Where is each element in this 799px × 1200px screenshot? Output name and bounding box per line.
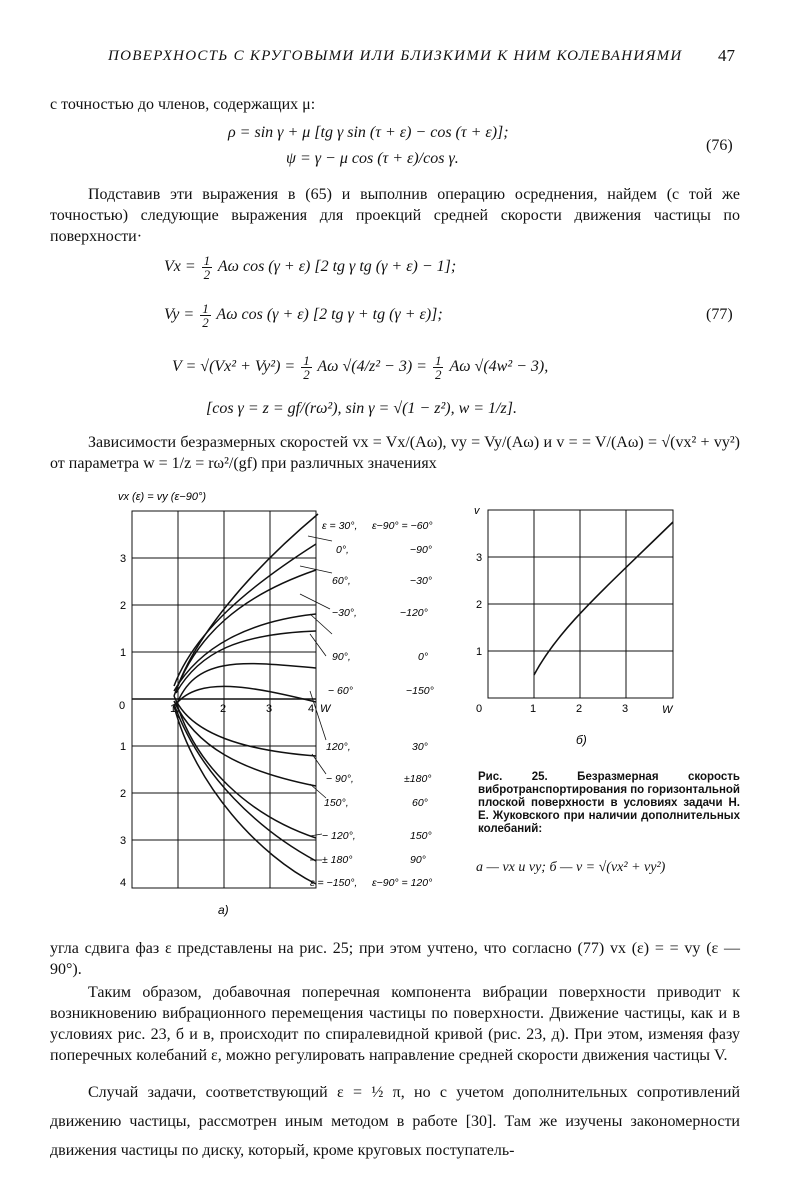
curve-eps-0 bbox=[174, 544, 316, 686]
curve-label-eps90: 90° bbox=[410, 854, 426, 866]
eq77-number: (77) bbox=[706, 306, 733, 323]
right-chart-ticks bbox=[476, 552, 674, 716]
left-chart-grid bbox=[132, 511, 316, 888]
eq77-vx-lhs: Vx = bbox=[164, 258, 196, 276]
paragraph-3: угла сдвига фаз ε представлены на рис. 25; при этом учтено, что согласно (77) vx (ε) = = vy (ε — 90°). bbox=[50, 940, 740, 978]
curve-label-eps: 60°, bbox=[332, 575, 351, 587]
eq77-v-part-b: Aω √(4/z² − 3) = bbox=[317, 358, 427, 376]
right-xaxis-label: W bbox=[662, 704, 673, 716]
left-ytick: 3 bbox=[120, 835, 127, 847]
curve-label-eps: ε = 30°, bbox=[322, 520, 358, 532]
paragraph-2: Зависимости безразмерных скоростей vx = Vx/(Aω), vy = Vy/(Aω) и v = = V/(Aω) = √(vx² + vy²) от параметра w = 1/z = rω²/(gf) при различных значениях bbox=[50, 434, 740, 472]
fraction-den: 2 bbox=[202, 315, 209, 330]
left-ytick: 4 bbox=[120, 877, 127, 889]
curve-label-eps90: −120° bbox=[400, 607, 428, 619]
curve-label-eps: − 120°, bbox=[322, 830, 356, 842]
eq77-v-part-a: V = √(Vx² + Vy²) = bbox=[172, 358, 296, 376]
paragraph-4: Таким образом, добавочная поперечная компонента вибрации поверхности приводит к возникновению вибрационного перемещения частицы по поверхности. Движение частицы, как и в условиях рис. 23, б и в, происходит по спиралевидной кривой (рис. 23, д). При этом, изменяя фазу поперечных колебаний ε, можно регулировать направление средней скорости движения частицы V. bbox=[50, 984, 740, 1064]
left-ytick: 2 bbox=[120, 788, 127, 800]
right-ytick: 1 bbox=[476, 646, 483, 658]
eq76-line1: ρ = sin γ + μ [tg γ sin (τ + ε) − cos (τ + ε)]; bbox=[228, 124, 509, 141]
curve-eps-m120 bbox=[176, 701, 316, 838]
fraction-num: 1 bbox=[434, 353, 442, 368]
curve-label-eps: − 60° bbox=[328, 685, 353, 697]
curve-label-eps90: 30° bbox=[412, 741, 428, 753]
fraction-half bbox=[301, 354, 312, 381]
curve-label-eps90: ε−90° = 120° bbox=[372, 877, 433, 889]
left-xtick: 4 bbox=[308, 703, 315, 715]
page-number: 47 bbox=[718, 46, 735, 65]
fraction-den: 2 bbox=[434, 367, 442, 382]
figure-caption-formula: а — vx и vy; б — v = √(vx² + vy²) bbox=[476, 860, 666, 875]
curve-label-eps: 120°, bbox=[326, 741, 351, 753]
fraction-num: 1 bbox=[303, 353, 310, 368]
left-ytick: 3 bbox=[120, 553, 127, 565]
right-chart-curve-v bbox=[534, 522, 673, 675]
right-xtick: 3 bbox=[622, 703, 629, 715]
eq76-line2: ψ = γ − μ cos (τ + ε)/cos γ. bbox=[286, 150, 459, 167]
paragraph-1: Подставив эти выражения в (65) и выполнив операцию осреднения, найдем (с той же точностью) следующие выражения для проекций средней скорости движения частицы по поверхности· bbox=[50, 186, 740, 245]
curve-label-eps90: −150° bbox=[406, 685, 434, 697]
paragraph-5: Случай задачи, соответствующий ε = ½ π, но с учетом дополнительных сопротивлений движению частицы, рассмотрен иным методом в работе [30]. Там же изучены закономерности движения частицы по диску, который, кроме круговых поступатель- bbox=[50, 1084, 740, 1159]
figure-25a-chart bbox=[100, 486, 460, 921]
curve-label-eps90: 60° bbox=[412, 797, 428, 809]
eq77-vy bbox=[164, 302, 443, 329]
right-chart-ylabel: v bbox=[474, 505, 480, 517]
figure-caption: Рис. 25. Безразмерная скорость вибротранспортирования по горизонтальной плоской поверхности в условиях задачи Н. Е. Жуковского при наличии дополнительных колебаний: bbox=[478, 771, 740, 835]
eq77-vx-rhs: Aω cos (γ + ε) [2 tg γ tg (γ + ε) − 1]; bbox=[217, 258, 457, 276]
eq77-v bbox=[172, 354, 548, 381]
right-xtick: 1 bbox=[530, 703, 537, 715]
fraction-half bbox=[202, 254, 213, 281]
left-chart-ticks bbox=[119, 553, 332, 889]
intro-text: с точностью до членов, содержащих μ: bbox=[50, 96, 316, 113]
fraction-half bbox=[200, 302, 211, 329]
fraction-den: 2 bbox=[203, 267, 211, 282]
right-zero-label: 0 bbox=[476, 703, 483, 715]
left-ytick: 1 bbox=[120, 647, 127, 659]
right-xtick: 2 bbox=[576, 703, 583, 715]
eq77-vx bbox=[164, 254, 456, 281]
curve-label-eps: ± 180° bbox=[322, 854, 353, 866]
curve-label-eps: ε = −150°, bbox=[310, 877, 358, 889]
curve-label-eps90: −30° bbox=[410, 575, 433, 587]
curve-eps-120 bbox=[176, 686, 316, 704]
curve-label-eps90: 0° bbox=[418, 651, 429, 663]
right-chart-grid bbox=[488, 510, 673, 698]
running-header: ПОВЕРХНОСТЬ С КРУГОВЫМИ ИЛИ БЛИЗКИМИ К НИМ КОЛЕВАНИЯМИ bbox=[108, 48, 683, 64]
curve-label-eps90: −90° bbox=[410, 544, 433, 556]
left-ytick: 1 bbox=[120, 741, 127, 753]
left-xtick: 1 bbox=[170, 703, 177, 715]
curve-label-eps: 90°, bbox=[332, 651, 351, 663]
fraction-half bbox=[433, 354, 444, 381]
left-chart-ylabel: vx (ε) = vy (ε−90°) bbox=[118, 491, 207, 503]
right-ytick: 3 bbox=[476, 552, 483, 564]
fraction-num: 1 bbox=[203, 253, 211, 268]
figure-b-sublabel: б) bbox=[576, 733, 587, 747]
curve-label-eps90: ±180° bbox=[404, 773, 432, 785]
curve-label-eps90: ε−90° = −60° bbox=[372, 520, 433, 532]
fraction-den: 2 bbox=[303, 367, 310, 382]
eq77-definitions: [cos γ = z = gf/(rω²), sin γ = √(1 − z²), w = 1/z]. bbox=[206, 400, 517, 417]
fraction-num: 1 bbox=[202, 301, 209, 316]
left-ytick: 2 bbox=[120, 600, 127, 612]
eq77-vy-rhs: Aω cos (γ + ε) [2 tg γ + tg (γ + ε)]; bbox=[216, 306, 443, 324]
eq77-v-part-c: Aω √(4w² − 3), bbox=[449, 358, 549, 376]
eq76-number: (76) bbox=[706, 137, 733, 154]
curve-label-eps: 150°, bbox=[324, 797, 349, 809]
left-zero-label: 0 bbox=[119, 700, 126, 712]
left-xtick: 3 bbox=[266, 703, 273, 715]
eq77-vy-lhs: Vy = bbox=[164, 306, 195, 324]
curve-label-eps: − 90°, bbox=[326, 773, 354, 785]
left-xaxis-label: W bbox=[320, 703, 331, 715]
curve-eps-180 bbox=[174, 704, 316, 861]
curve-label-eps: 0°, bbox=[336, 544, 349, 556]
curve-label-eps: −30°, bbox=[332, 607, 357, 619]
figure-25b-chart bbox=[468, 500, 708, 750]
right-ytick: 2 bbox=[476, 599, 483, 611]
left-xtick: 2 bbox=[220, 703, 227, 715]
figure-a-sublabel: а) bbox=[218, 903, 229, 917]
curve-label-eps90: 150° bbox=[410, 830, 432, 842]
